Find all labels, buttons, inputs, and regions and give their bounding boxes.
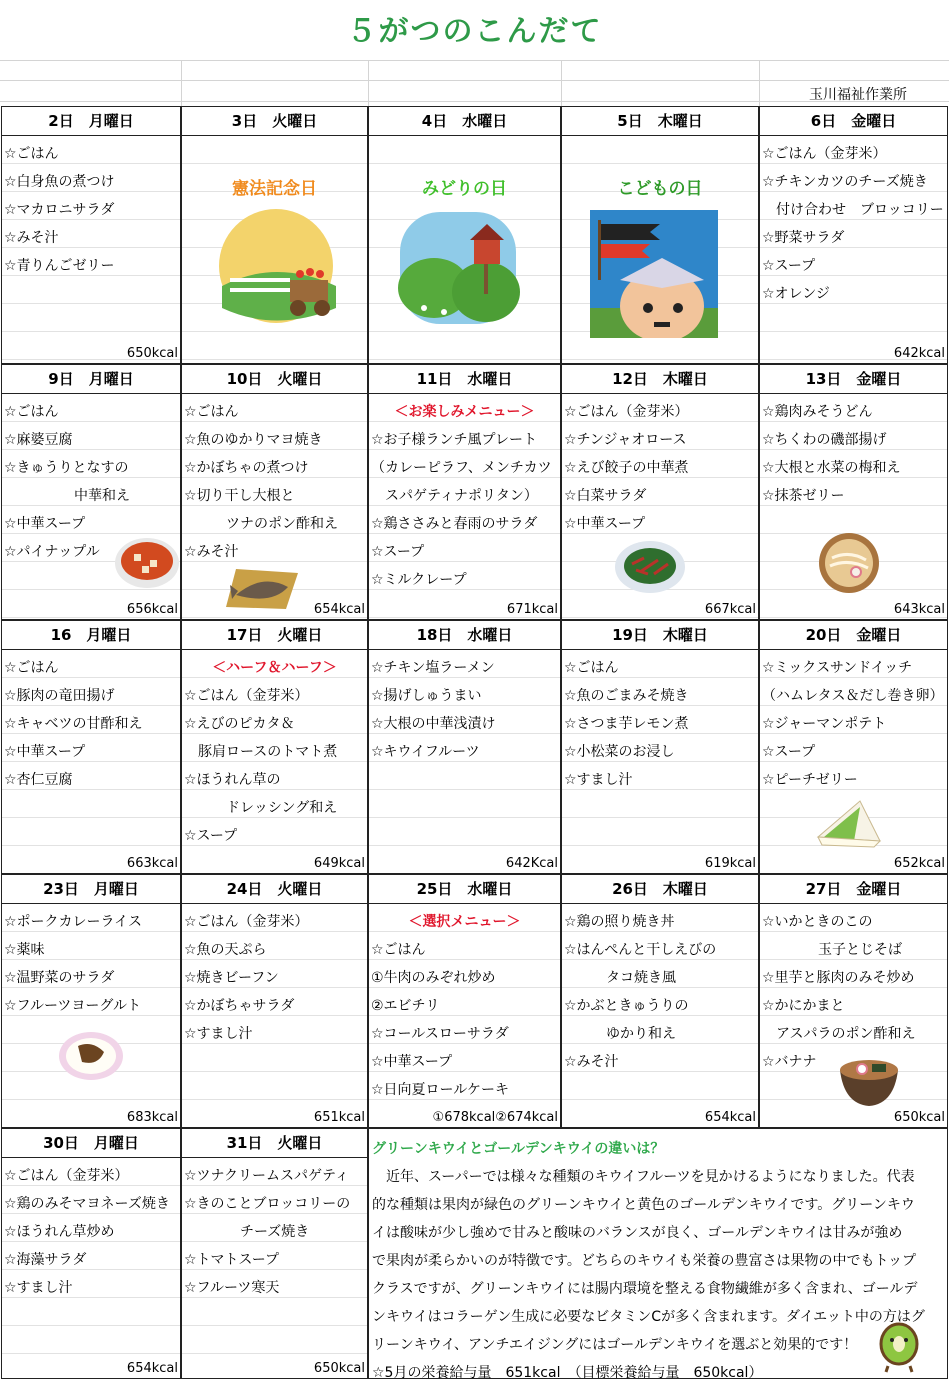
menu-item: ☆魚のごまみそ焼き bbox=[564, 688, 689, 704]
menu-item: ☆切り干し大根と bbox=[184, 488, 295, 504]
menu-item: ☆ごはん bbox=[184, 404, 239, 420]
day-header: 31日 火曜日 bbox=[181, 1128, 368, 1158]
grid-line bbox=[759, 60, 760, 106]
kiwi-column-line: ンキウイはコラーゲン生成に必要なビタミンCが多く含まれます。ダイエット中の方はグ bbox=[372, 1309, 925, 1325]
calorie-value: 654kcal bbox=[313, 602, 365, 617]
menu-item: アスパラのポン酢和え bbox=[762, 1026, 916, 1042]
menu-item: ☆キャベツの甘酢和え bbox=[4, 716, 143, 732]
menu-item: ドレッシング和え bbox=[184, 800, 338, 816]
grid-line bbox=[561, 60, 562, 106]
curry-rice-icon bbox=[58, 1030, 124, 1082]
calorie-value: 683kcal bbox=[126, 1110, 178, 1125]
menu-item: ☆ごはん（金芽米） bbox=[184, 688, 309, 704]
menu-item: ☆すまし汁 bbox=[4, 1280, 73, 1296]
menu-item: ☆スープ bbox=[762, 744, 816, 760]
grid-line bbox=[181, 60, 182, 106]
menu-item: ☆野菜サラダ bbox=[762, 230, 845, 246]
day-menu-cell bbox=[1, 135, 181, 364]
calorie-value: 654kcal bbox=[704, 1110, 756, 1125]
soba-bowl-icon bbox=[838, 1052, 900, 1108]
menu-item: ☆バナナ bbox=[762, 1054, 817, 1070]
day-header: 13日 金曜日 bbox=[759, 364, 948, 394]
menu-item: ☆かぼちゃの煮つけ bbox=[184, 460, 309, 476]
calorie-value: 650kcal bbox=[313, 1361, 365, 1376]
menu-item: ☆ジャーマンポテト bbox=[762, 716, 887, 732]
menu-item: 豚肩ロースのトマト煮 bbox=[184, 744, 338, 760]
day-menu-cell bbox=[181, 903, 368, 1128]
day-header: 3日 火曜日 bbox=[181, 106, 368, 136]
chinjao-rosu-icon bbox=[614, 540, 686, 594]
menu-item: ☆ごはん bbox=[4, 404, 59, 420]
menu-item: ☆小松菜のお浸し bbox=[564, 744, 675, 760]
sheet-grid-lines bbox=[0, 60, 949, 106]
day-menu-cell bbox=[368, 903, 561, 1128]
menu-item: ☆ごはん（金芽米） bbox=[184, 914, 309, 930]
menu-item: ①牛肉のみぞれ炒め bbox=[371, 970, 496, 986]
mapo-tofu-icon bbox=[114, 536, 180, 590]
menu-item: ☆麻婆豆腐 bbox=[4, 432, 73, 448]
page-title: ５がつのこんだて bbox=[346, 14, 603, 49]
grid-line bbox=[0, 80, 949, 81]
menu-item: ☆ごはん（金芽米） bbox=[4, 1168, 129, 1184]
day-header: 12日 木曜日 bbox=[561, 364, 759, 394]
menu-item: チーズ焼き bbox=[184, 1224, 310, 1240]
menu-item: ☆ごはん bbox=[4, 660, 59, 676]
day-header: 11日 水曜日 bbox=[368, 364, 561, 394]
menu-item: 付け合わせ ブロッコリー bbox=[762, 202, 944, 218]
menu-item: ☆魚の天ぷら bbox=[184, 942, 267, 958]
grilled-fish-icon bbox=[222, 565, 302, 611]
kiwi-column-line: イは酸味が少し強めで甘みと酸味のバランスが良く、ゴールデンキウイは甘みが強め bbox=[372, 1225, 903, 1241]
miso-udon-icon bbox=[818, 532, 880, 594]
day-header: 24日 火曜日 bbox=[181, 874, 368, 904]
menu-item: ☆ごはん（金芽米） bbox=[564, 404, 689, 420]
menu-item: ☆ツナクリームスパゲティ bbox=[184, 1168, 349, 1184]
menu-item: ☆チキンカツのチーズ焼き bbox=[762, 174, 928, 190]
calorie-value: 652kcal bbox=[893, 856, 945, 871]
grid-line bbox=[368, 60, 369, 106]
special-menu-label: ＜お楽しみメニュー＞ bbox=[394, 404, 535, 420]
menu-item: ☆鶏ささみと春雨のサラダ bbox=[371, 516, 538, 532]
menu-item: ☆チキン塩ラーメン bbox=[371, 660, 495, 676]
menu-item: ☆豚肉の竜田揚げ bbox=[4, 688, 115, 704]
day-header: 2日 月曜日 bbox=[1, 106, 181, 136]
menu-item: ☆きゅうりとなすの bbox=[4, 460, 129, 476]
day-header: 10日 火曜日 bbox=[181, 364, 368, 394]
menu-item: ☆中華スープ bbox=[4, 744, 86, 760]
menu-item: タコ焼き風 bbox=[564, 970, 676, 986]
calorie-value: 649kcal bbox=[313, 856, 365, 871]
day-menu-cell bbox=[1, 1157, 181, 1379]
day-header: 5日 木曜日 bbox=[561, 106, 759, 136]
special-menu-label: ＜ハーフ＆ハーフ＞ bbox=[212, 660, 337, 676]
constitution-day-illustration bbox=[210, 208, 348, 326]
menu-item: ☆ちくわの磯部揚げ bbox=[762, 432, 887, 448]
kiwi-column-line: 近年、スーパーでは様々な種類のキウイフルーツを見かけるようになりました。代表 bbox=[372, 1169, 915, 1185]
holiday-label: みどりの日 bbox=[422, 179, 507, 199]
day-menu-cell bbox=[561, 903, 759, 1128]
menu-item: ☆オレンジ bbox=[762, 286, 830, 302]
greenery-day-illustration bbox=[394, 208, 522, 330]
calorie-value: 651kcal bbox=[313, 1110, 365, 1125]
menu-item: ツナのポン酢和え bbox=[184, 516, 338, 532]
day-menu-cell bbox=[368, 649, 561, 874]
day-header: 17日 火曜日 bbox=[181, 620, 368, 650]
menu-item: ☆魚のゆかりマヨ焼き bbox=[184, 432, 323, 448]
menu-item: （ハムレタス＆だし巻き卵） bbox=[762, 688, 944, 704]
grid-line bbox=[0, 60, 949, 61]
menu-item: ☆中華スープ bbox=[4, 516, 86, 532]
day-header: 26日 木曜日 bbox=[561, 874, 759, 904]
calorie-value: 656kcal bbox=[126, 602, 178, 617]
menu-item: ☆ごはん bbox=[564, 660, 619, 676]
menu-item: ☆大根の中華浅漬け bbox=[371, 716, 496, 732]
day-menu-cell bbox=[181, 649, 368, 874]
menu-item: ☆白身魚の煮つけ bbox=[4, 174, 115, 190]
menu-item: ☆鶏肉みそうどん bbox=[762, 404, 873, 420]
menu-item: ☆鶏のみそマヨネーズ焼き bbox=[4, 1196, 170, 1212]
day-header: 23日 月曜日 bbox=[1, 874, 181, 904]
day-header: 25日 水曜日 bbox=[368, 874, 561, 904]
day-header: 20日 金曜日 bbox=[759, 620, 948, 650]
sandwich-icon bbox=[814, 797, 884, 849]
menu-item: ☆鶏の照り焼き丼 bbox=[564, 914, 675, 930]
day-menu-cell bbox=[368, 393, 561, 620]
day-header: 30日 月曜日 bbox=[1, 1128, 181, 1158]
menu-item: ☆はんぺんと干しえびの bbox=[564, 942, 717, 958]
menu-item: ☆抹茶ゼリー bbox=[762, 488, 845, 504]
menu-item: ☆ごはん（金芽米） bbox=[762, 146, 887, 162]
menu-item: ☆青りんごゼリー bbox=[4, 258, 115, 274]
holiday-label: こどもの日 bbox=[617, 179, 703, 199]
menu-item: ☆スープ bbox=[371, 544, 425, 560]
menu-item: ☆ほうれん草の bbox=[184, 772, 281, 788]
kiwi-column-line: クラスですが、グリーンキウイには腸内環境を整える食物繊維が多く含まれ、ゴールデ bbox=[372, 1281, 918, 1297]
menu-item: ☆フルーツヨーグルト bbox=[4, 998, 142, 1014]
day-header: 27日 金曜日 bbox=[759, 874, 948, 904]
kiwi-column-title: グリーンキウイとゴールデンキウイの違いは？ bbox=[372, 1141, 665, 1157]
kiwi-column-line: リーンキウイ、アンチエイジングにはゴールデンキウイを選ぶと効果的です！ bbox=[372, 1337, 858, 1353]
menu-item: ☆焼きビーフン bbox=[184, 970, 279, 986]
menu-item: ☆コールスローサラダ bbox=[371, 1026, 509, 1042]
menu-item: ☆杏仁豆腐 bbox=[4, 772, 73, 788]
menu-item: ②エビチリ bbox=[371, 998, 440, 1014]
menu-item: ☆ポークカレーライス bbox=[4, 914, 142, 930]
menu-item: ☆パイナップル bbox=[4, 544, 100, 560]
menu-item: ☆ほうれん草炒め bbox=[4, 1224, 115, 1240]
day-header: 19日 木曜日 bbox=[561, 620, 759, 650]
menu-item: ☆チンジャオロース bbox=[564, 432, 687, 448]
day-header: 18日 水曜日 bbox=[368, 620, 561, 650]
kiwi-character-icon bbox=[876, 1322, 922, 1374]
calorie-value: 619kcal bbox=[704, 856, 756, 871]
menu-item: ☆スープ bbox=[184, 828, 238, 844]
menu-item: ☆えびのピカタ＆ bbox=[184, 716, 295, 732]
menu-item: ☆みそ汁 bbox=[184, 544, 239, 560]
day-menu-cell bbox=[1, 649, 181, 874]
menu-item: ☆お子様ランチ風プレート bbox=[371, 432, 537, 448]
grid-line bbox=[0, 101, 949, 102]
menu-item: ☆中華スープ bbox=[564, 516, 646, 532]
calorie-value: 642kcal bbox=[893, 346, 945, 361]
menu-item: ☆中華スープ bbox=[371, 1054, 453, 1070]
organization-name: 玉川福祉作業所 bbox=[809, 87, 907, 103]
day-menu-cell bbox=[759, 135, 948, 364]
menu-item: ☆海藻サラダ bbox=[4, 1252, 87, 1268]
menu-item: ☆さつま芋レモン煮 bbox=[564, 716, 689, 732]
menu-item: ☆里芋と豚肉のみそ炒め bbox=[762, 970, 915, 986]
day-menu-cell bbox=[181, 1157, 368, 1379]
menu-item: ☆キウイフルーツ bbox=[371, 744, 480, 760]
menu-item: ☆スープ bbox=[762, 258, 816, 274]
day-menu-cell bbox=[1, 903, 181, 1128]
calorie-value: 650kcal bbox=[126, 346, 178, 361]
menu-item: ☆えび餃子の中華煮 bbox=[564, 460, 689, 476]
menu-item: ☆ピーチゼリー bbox=[762, 772, 858, 788]
calorie-value: 642Kcal bbox=[505, 856, 558, 871]
calorie-value: 643kcal bbox=[893, 602, 945, 617]
menu-item: ☆トマトスープ bbox=[184, 1252, 280, 1268]
menu-item: ☆日向夏ロールケーキ bbox=[371, 1082, 509, 1098]
childrens-day-illustration bbox=[590, 210, 718, 338]
menu-item: ☆みそ汁 bbox=[564, 1054, 619, 1070]
menu-item: 玉子とじそば bbox=[762, 942, 902, 958]
calorie-value: 654kcal bbox=[126, 1361, 178, 1376]
menu-item: ☆薬味 bbox=[4, 942, 45, 958]
menu-item: ☆白菜サラダ bbox=[564, 488, 647, 504]
menu-item: ☆かにかまと bbox=[762, 998, 845, 1014]
menu-item: ☆ミックスサンドイッチ bbox=[762, 660, 913, 676]
special-menu-label: ＜選択メニュー＞ bbox=[408, 914, 521, 930]
menu-item: ☆マカロニサラダ bbox=[4, 202, 115, 218]
menu-item: ☆みそ汁 bbox=[4, 230, 59, 246]
calorie-value: 663kcal bbox=[126, 856, 178, 871]
menu-item: ☆いかときのこの bbox=[762, 914, 873, 930]
menu-item: 中華和え bbox=[4, 488, 130, 504]
menu-item: ☆すまし汁 bbox=[184, 1026, 253, 1042]
menu-item: ☆温野菜のサラダ bbox=[4, 970, 115, 986]
day-menu-cell bbox=[561, 649, 759, 874]
calorie-value: ①678kcal②674kcal bbox=[432, 1110, 558, 1125]
menu-item: ☆ごはん bbox=[4, 146, 59, 162]
menu-item: ☆すまし汁 bbox=[564, 772, 633, 788]
kiwi-column-line: ☆5月の栄養給与量 651kcal （目標栄養給与量 650kcal） bbox=[372, 1365, 763, 1381]
day-header: 6日 金曜日 bbox=[759, 106, 948, 136]
day-header: 4日 水曜日 bbox=[368, 106, 561, 136]
calorie-value: 667kcal bbox=[704, 602, 756, 617]
calorie-value: 650kcal bbox=[893, 1110, 945, 1125]
menu-item: ☆ミルクレープ bbox=[371, 572, 467, 588]
calorie-value: 671kcal bbox=[506, 602, 558, 617]
menu-item: ☆ごはん bbox=[371, 942, 426, 958]
menu-item: スパゲティナポリタン） bbox=[371, 488, 538, 504]
menu-item: ☆かぶときゅうりの bbox=[564, 998, 689, 1014]
menu-item: ☆きのことブロッコリーの bbox=[184, 1196, 351, 1212]
holiday-label: 憲法記念日 bbox=[232, 179, 317, 199]
menu-item: ☆かぼちゃサラダ bbox=[184, 998, 295, 1014]
menu-item: ゆかり和え bbox=[564, 1026, 676, 1042]
menu-item: ☆揚げしゅうまい bbox=[371, 688, 482, 704]
day-header: 9日 月曜日 bbox=[1, 364, 181, 394]
kiwi-column-line: 的な種類は果肉が緑色のグリーンキウイと黄色のゴールデンキウイです。グリーンキウ bbox=[372, 1197, 915, 1213]
menu-item: ☆大根と水菜の梅和え bbox=[762, 460, 901, 476]
menu-item: （カレーピラフ、メンチカツ bbox=[371, 460, 552, 476]
day-header: 16 月曜日 bbox=[1, 620, 181, 650]
kiwi-column-line: で果肉が柔らかいのが特徴です。どちらのキウイも栄養の豊富さは果物の中でもトップ bbox=[372, 1253, 917, 1269]
menu-item: ☆フルーツ寒天 bbox=[184, 1280, 280, 1296]
